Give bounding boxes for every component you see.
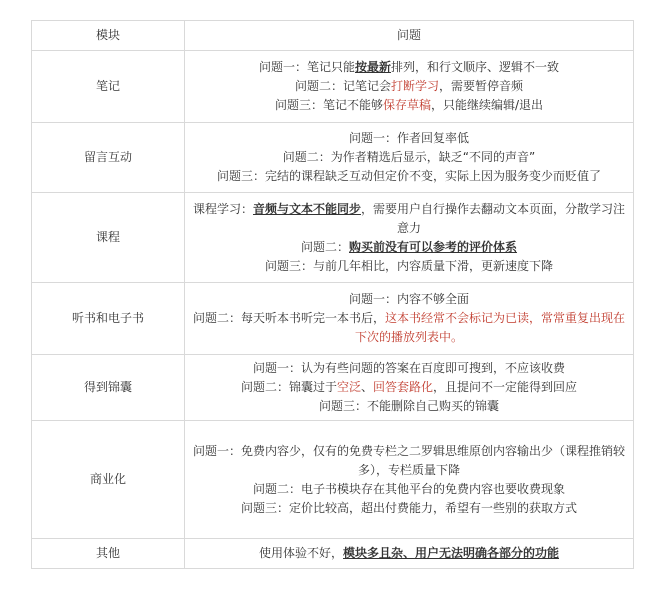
table-row — [32, 539, 634, 569]
problem-cell — [185, 283, 634, 355]
problem-text: 问题二：为作者精选后显示，缺乏“不同的声音” — [282, 150, 536, 164]
problem-cell — [185, 123, 634, 193]
module-cell: 商业化 — [32, 421, 185, 539]
table-row — [32, 193, 634, 283]
problem-line — [191, 148, 627, 167]
module-cell: 课程 — [32, 193, 185, 283]
problem-text: 问题二：记笔记会 — [294, 79, 391, 93]
problem-line — [191, 96, 627, 115]
problem-text: 问题一：认为有些问题的答案在百度即可搜到，不应该收费 — [252, 361, 565, 375]
problem-text: 问题二：电子书模块存在其他平台的免费内容也要收费现象 — [252, 481, 565, 496]
emphasis-text: 这本书经常不会标记为已读，常常重复出现在下次的播放列表中。 — [354, 311, 626, 344]
problem-cell — [185, 539, 634, 569]
problem-line — [191, 442, 627, 480]
emphasis-text: 按最新 — [354, 60, 391, 74]
header-problem: 问题 — [185, 21, 634, 51]
problem-text: 使用体验不好， — [258, 546, 343, 560]
problem-text: 问题三：定价比较高，超出付费能力，希望有一些别的获取方式 — [240, 500, 577, 515]
problem-text: 问题二：锦囊过于 — [240, 380, 337, 394]
problem-text: 、 — [360, 380, 373, 394]
module-cell: 留言互动 — [32, 123, 185, 193]
problem-text: ，只能继续编辑/退出 — [430, 98, 544, 112]
module-cell: 听书和电子书 — [32, 283, 185, 355]
emphasis-text: 模块多且杂、用户无法明确各部分的功能 — [343, 546, 560, 560]
problem-line — [191, 309, 627, 347]
problem-line — [191, 58, 627, 77]
problem-line — [191, 378, 627, 397]
problem-text: 问题三：完结的课程缺乏互动但定价不变，实际上因为服务变少而贬值了 — [216, 169, 601, 183]
problem-cell — [185, 421, 634, 539]
emphasis-text: 空泛 — [336, 380, 361, 394]
problem-text: 问题二：每天听本书听完一本书后， — [192, 311, 385, 325]
problem-text: ，需要暂停音频 — [439, 79, 524, 93]
problem-text: ，且提问不一定能得到回应 — [433, 380, 578, 394]
problem-text: 问题二： — [300, 239, 349, 254]
problem-line — [191, 257, 627, 276]
problem-cell — [185, 193, 634, 283]
emphasis-text: 回答套路化 — [373, 380, 434, 394]
problem-text: 课程学习： — [192, 201, 253, 216]
problem-text: 问题一：免费内容少，仅有的免费专栏之二罗辑思维原创内容输出少（课程推销较多），专栏质量下降 — [192, 443, 625, 477]
module-cell: 得到锦囊 — [32, 355, 185, 421]
problem-text: ，需要用户自行操作去翻动文本页面，分散学习注意力 — [361, 201, 626, 235]
problem-line — [191, 129, 627, 148]
problem-text: 问题一：作者回复率低 — [348, 131, 469, 145]
problem-line — [191, 499, 627, 518]
problem-line — [191, 397, 627, 416]
module-cell: 其他 — [32, 539, 185, 569]
problem-text: 问题三：与前几年相比，内容质量下滑，更新速度下降 — [264, 258, 553, 273]
problem-line — [191, 77, 627, 96]
problem-text: 问题三：笔记不能够 — [274, 98, 383, 112]
problem-text: 问题一：内容不够全面 — [348, 292, 469, 306]
problem-line — [191, 544, 627, 563]
problem-line — [191, 167, 627, 186]
problem-cell — [185, 355, 634, 421]
problem-line — [191, 359, 627, 378]
table-row — [32, 123, 634, 193]
module-cell: 笔记 — [32, 51, 185, 123]
problem-text: 排列，和行文顺序、逻辑不一致 — [391, 60, 560, 74]
problem-table — [31, 20, 634, 569]
table-row — [32, 51, 634, 123]
problem-line — [191, 238, 627, 257]
emphasis-text: 打断学习 — [390, 79, 439, 93]
table-row — [32, 421, 634, 539]
problem-line — [191, 200, 627, 238]
table-row — [32, 283, 634, 355]
problem-line — [191, 290, 627, 309]
header-row — [32, 21, 634, 51]
emphasis-text: 音频与文本不能同步 — [252, 201, 361, 216]
problem-text: 问题三：不能删除自己购买的锦囊 — [318, 399, 499, 413]
table-row — [32, 355, 634, 421]
problem-cell — [185, 51, 634, 123]
problem-line — [191, 480, 627, 499]
emphasis-text: 购买前没有可以参考的评价体系 — [349, 239, 518, 254]
problem-text: 问题一：笔记只能 — [258, 60, 355, 74]
header-module: 模块 — [32, 21, 185, 51]
emphasis-text: 保存草稿 — [382, 98, 431, 112]
